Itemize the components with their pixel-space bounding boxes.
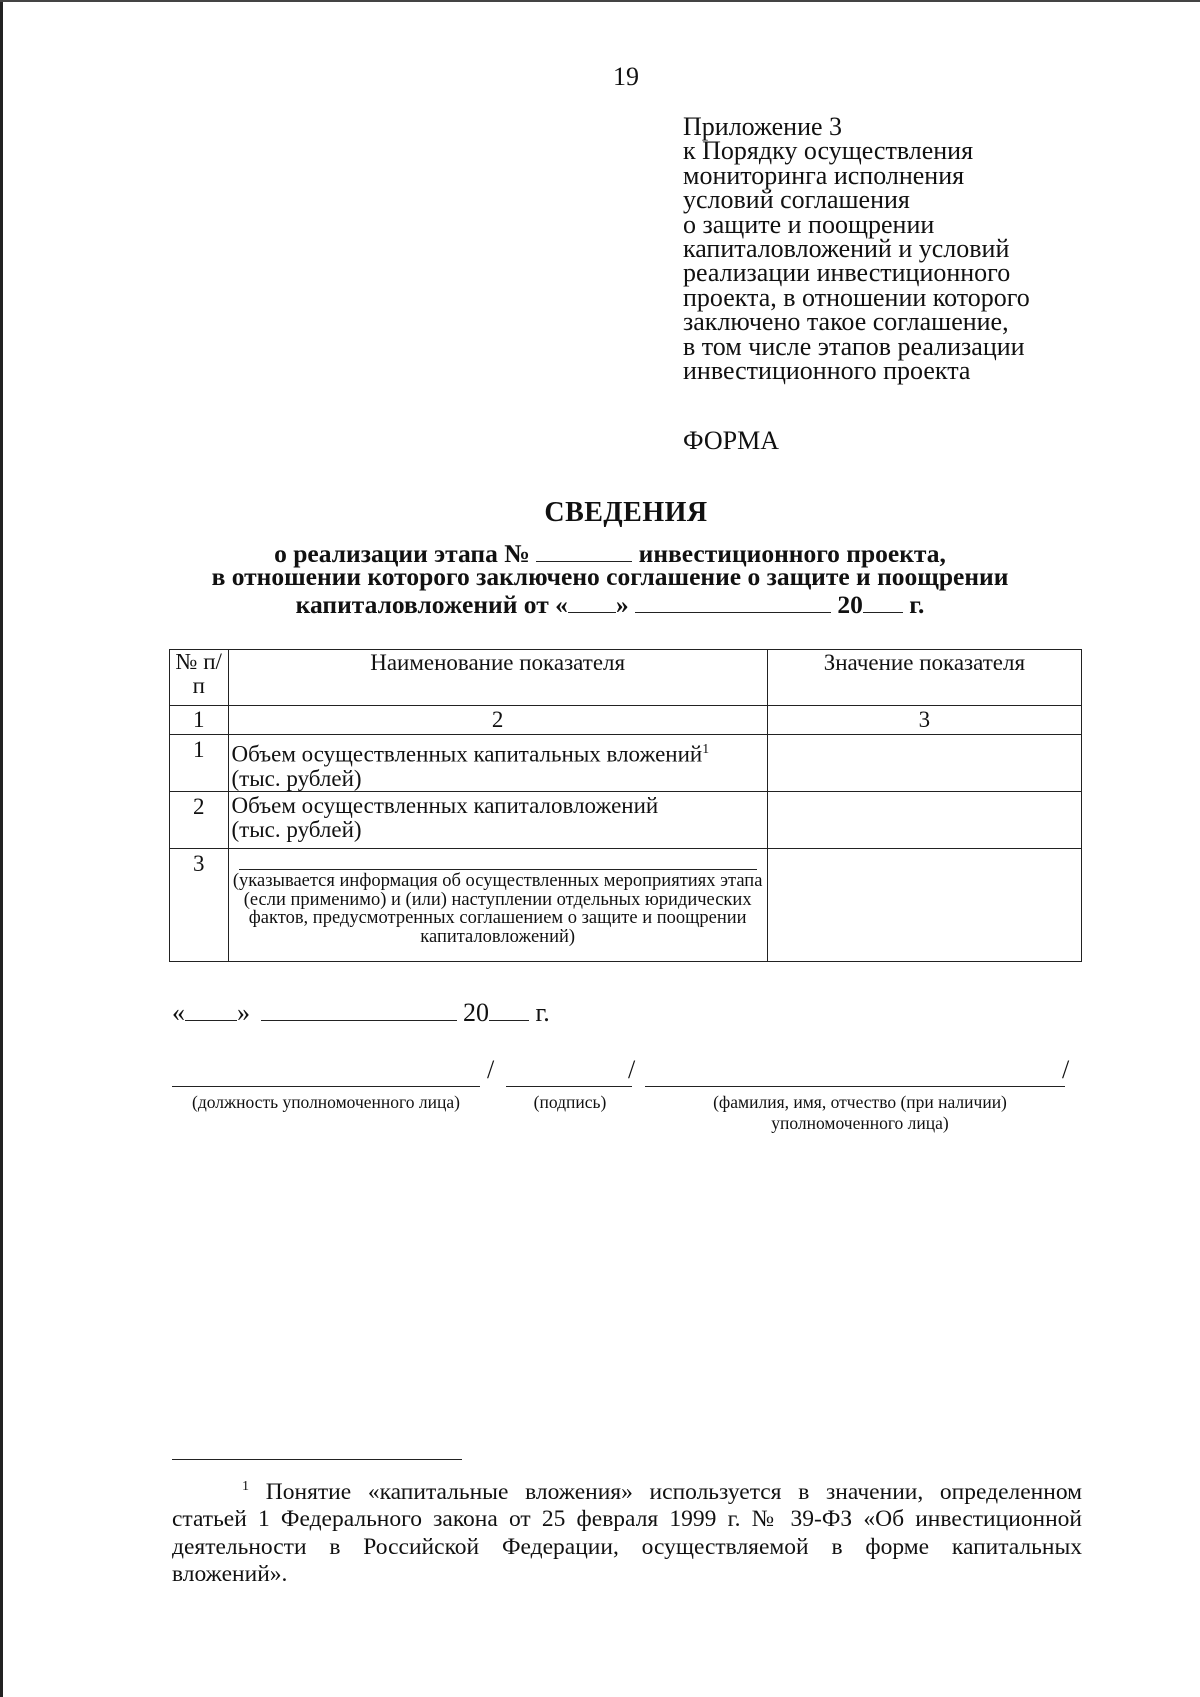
row-number: 3 <box>170 849 229 962</box>
table-row <box>170 792 1082 849</box>
indicator-name-text: Объем осуществленных капиталовложений <box>231 793 659 818</box>
row-indicator-name <box>228 792 767 849</box>
appendix-line: реализации инвестиционного <box>683 258 1011 288</box>
agreement-month-field[interactable] <box>635 588 831 613</box>
date-day-field[interactable] <box>185 996 237 1021</box>
signing-date <box>172 996 550 1028</box>
agreement-day-field[interactable] <box>568 588 616 613</box>
indicator-unit: (тыс. рублей) <box>231 765 362 791</box>
signature-field[interactable] <box>506 1058 632 1087</box>
indicator-value-cell[interactable] <box>767 792 1081 849</box>
year-suffix: г. <box>909 590 925 619</box>
close-quote: » <box>615 590 629 619</box>
appendix-line: в том числе этапов реализации <box>683 331 1025 361</box>
appendix-line: инвестиционного проекта <box>683 356 971 386</box>
indicators-table <box>169 649 1082 962</box>
row-number: 1 <box>170 735 229 792</box>
date-year-field[interactable] <box>489 996 529 1021</box>
column-number: 3 <box>767 706 1081 735</box>
footnote <box>172 1473 1082 1589</box>
appendix-line: Приложение 3 <box>683 112 843 141</box>
subtitle-project-text: инвестиционного проекта, <box>638 539 946 568</box>
header-value: Значение показателя <box>767 650 1081 706</box>
row-number: 2 <box>170 792 229 849</box>
column-number-row <box>170 706 1082 735</box>
column-number: 1 <box>170 706 229 735</box>
full-name-field[interactable] <box>645 1058 1065 1087</box>
indicator-blank-line[interactable] <box>239 869 757 870</box>
row-indicator-name <box>228 735 767 792</box>
footnote-text: Понятие «капитальные вложения» используется в значении, определенном статьей 1 Федерального закона от 25 февраля 1999 г. № 39-ФЗ «Об инвестиционной деятельности в Российской Федерации, осуществляемой в форме капитальных вложений». <box>172 1478 1083 1588</box>
row-indicator-name <box>228 849 767 962</box>
table-header-row <box>170 650 1082 706</box>
page-number: 19 <box>613 62 639 91</box>
indicator-value-cell[interactable] <box>767 849 1081 962</box>
close-quote: » <box>237 998 250 1027</box>
footnote-marker: 1 <box>242 1478 250 1494</box>
table-row <box>170 735 1082 792</box>
agreement-year-field[interactable] <box>863 588 903 613</box>
header-num: № п/п <box>170 650 229 706</box>
appendix-line: к Порядку осуществления <box>683 136 974 166</box>
footnote-marker: 1 <box>702 741 710 756</box>
document-subtitle <box>150 537 1070 619</box>
footnote-separator <box>172 1459 462 1460</box>
appendix-line: о защите и поощрении <box>683 209 935 239</box>
subtitle-investments-text: капиталовложений от « <box>295 590 568 619</box>
subtitle-agreement-text: в отношении которого заключено соглашение о защите и поощрении <box>211 562 1009 591</box>
year-prefix: 20 <box>837 590 863 619</box>
indicator-unit: (тыс. рублей) <box>231 817 362 842</box>
indicator-name-text: Объем осуществленных капитальных вложений <box>231 741 703 767</box>
signature-label: (подпись) <box>533 1092 607 1112</box>
separator-slash: / <box>487 1055 495 1084</box>
appendix-line: условий соглашения <box>683 185 910 215</box>
page-edge-left <box>0 0 3 1697</box>
indicator-value-cell[interactable] <box>767 735 1081 792</box>
appendix-reference <box>683 112 1030 386</box>
appendix-line: проекта, в отношении которого <box>683 282 1030 312</box>
full-name-label: (фамилия, имя, отчество (при наличии) уполномоченного лица) <box>713 1092 1007 1133</box>
page-edge-top <box>0 0 1200 2</box>
table-row <box>170 849 1082 962</box>
appendix-line: капиталовложений и условий <box>683 234 1010 264</box>
indicator-note: (указывается информация об осуществленных мероприятиях этапа (если применимо) и (или) наступлении отдельных юридических фактов, предусмотренных соглашением о защите и поощрении капиталовложений) <box>232 871 763 947</box>
appendix-line: заключено такое соглашение, <box>683 307 1009 337</box>
year-suffix: г. <box>535 998 550 1027</box>
header-name: Наименование показателя <box>228 650 767 706</box>
separator-slash: / <box>1062 1055 1070 1084</box>
separator-slash: / <box>628 1055 636 1084</box>
document-title: СВЕДЕНИЯ <box>544 497 708 528</box>
position-label: (должность уполномоченного лица) <box>192 1092 460 1112</box>
appendix-line: мониторинга исполнения <box>683 160 965 190</box>
position-field[interactable] <box>172 1058 480 1087</box>
open-quote: « <box>172 998 185 1027</box>
date-month-field[interactable] <box>261 996 457 1021</box>
year-prefix: 20 <box>463 998 489 1027</box>
column-number: 2 <box>228 706 767 735</box>
subtitle-stage-text: о реализации этапа № <box>274 539 530 568</box>
stage-number-field[interactable] <box>536 537 632 562</box>
form-label: ФОРМА <box>683 426 779 455</box>
